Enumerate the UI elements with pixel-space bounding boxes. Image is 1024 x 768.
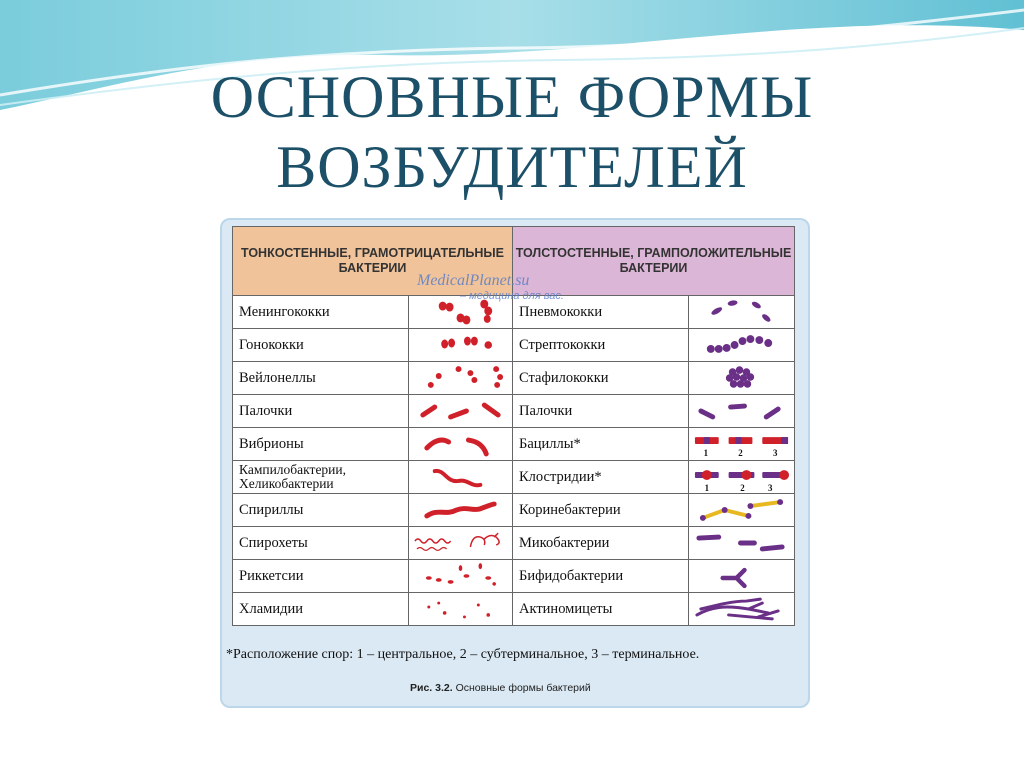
pneumococci-illustration [689, 296, 795, 329]
bacteria-name-left: Спирохеты [233, 527, 409, 560]
veillonella-illustration [409, 362, 513, 395]
staphylococci-illustration [689, 362, 795, 395]
bacteria-name-left: Палочки [233, 395, 409, 428]
bacteria-name-right: Актиномицеты [513, 593, 689, 626]
bacteria-name-left: Риккетсии [233, 560, 409, 593]
bifidobacteria-illustration [689, 560, 795, 593]
rods-gram-negative-illustration [409, 395, 513, 428]
spirilla-illustration [409, 494, 513, 527]
rickettsiae-illustration [409, 560, 513, 593]
figure-caption-number: Рис. 3.2. [410, 682, 453, 694]
header-gram-negative: ТОНКОСТЕННЫЕ, ГРАМОТРИЦАТЕЛЬНЫЕ БАКТЕРИИ [233, 227, 513, 296]
watermark-site: MedicalPlanet.su [417, 272, 530, 289]
bacteria-name-right: Палочки [513, 395, 689, 428]
figure-caption-text: Основные формы бактерий [455, 682, 591, 694]
spore-label-1: 1 [703, 447, 709, 458]
table-row [233, 362, 795, 395]
spore-label-3: 3 [768, 482, 773, 493]
bacteria-name-right: Коринебактерии [513, 494, 689, 527]
actinomycetes-illustration [689, 593, 795, 626]
table-row [233, 494, 795, 527]
bacteria-name-left: Менингококки [233, 296, 409, 329]
slide-title [0, 62, 1024, 202]
spore-label-3: 3 [772, 447, 778, 458]
spirochetes-illustration [409, 527, 513, 560]
bacilli-spores-illustration [689, 428, 795, 461]
header-gram-positive: ТОЛСТОСТЕННЫЕ, ГРАМПОЛОЖИТЕЛЬНЫЕ БАКТЕРИИ [513, 227, 795, 296]
spore-label-1: 1 [704, 482, 710, 493]
gonococci-illustration [409, 329, 513, 362]
slide-title-line-1: ОСНОВНЫЕ ФОРМЫ [210, 64, 814, 130]
watermark-tagline: – медицина для вас. [460, 290, 564, 302]
bacteria-name-right: Микобактерии [513, 527, 689, 560]
bacteria-name-right: Стафилококки [513, 362, 689, 395]
spore-label-2: 2 [738, 447, 743, 458]
slide-title-line-2: ВОЗБУДИТЕЛЕЙ [276, 134, 748, 200]
campylobacter-illustration [409, 461, 513, 494]
table-row [233, 527, 795, 560]
table-row [233, 395, 795, 428]
bacteria-name-left: Гонококки [233, 329, 409, 362]
clostridia-spores-illustration [689, 461, 795, 494]
table-row [233, 593, 795, 626]
bacteria-name-right: Пневмококки [513, 296, 689, 329]
spore-label-2: 2 [740, 482, 745, 493]
rods-gram-positive-illustration [689, 395, 795, 428]
table-row [233, 560, 795, 593]
bacteria-name-left: Вибрионы [233, 428, 409, 461]
bacteria-name-left: Кампилобактерии, Хеликобактерии [233, 461, 409, 494]
vibrios-illustration [409, 428, 513, 461]
bacteria-name-right: Бациллы* [513, 428, 689, 461]
figure-caption [410, 682, 591, 694]
table-row [233, 329, 795, 362]
corynebacteria-illustration [689, 494, 795, 527]
bacteria-name-left: Спириллы [233, 494, 409, 527]
mycobacteria-illustration [689, 527, 795, 560]
streptococci-illustration [689, 329, 795, 362]
chlamydiae-illustration [409, 593, 513, 626]
table-row [233, 428, 795, 461]
bacteria-name-right: Бифидобактерии [513, 560, 689, 593]
bacteria-name-right: Стрептококки [513, 329, 689, 362]
bacteria-name-left: Хламидии [233, 593, 409, 626]
spore-position-footnote: *Расположение спор: 1 – центральное, 2 – субтерминальное, 3 – терминальное. [226, 647, 700, 662]
bacteria-name-right: Клостридии* [513, 461, 689, 494]
bacteria-name-left: Вейлонеллы [233, 362, 409, 395]
table-row [233, 461, 795, 494]
